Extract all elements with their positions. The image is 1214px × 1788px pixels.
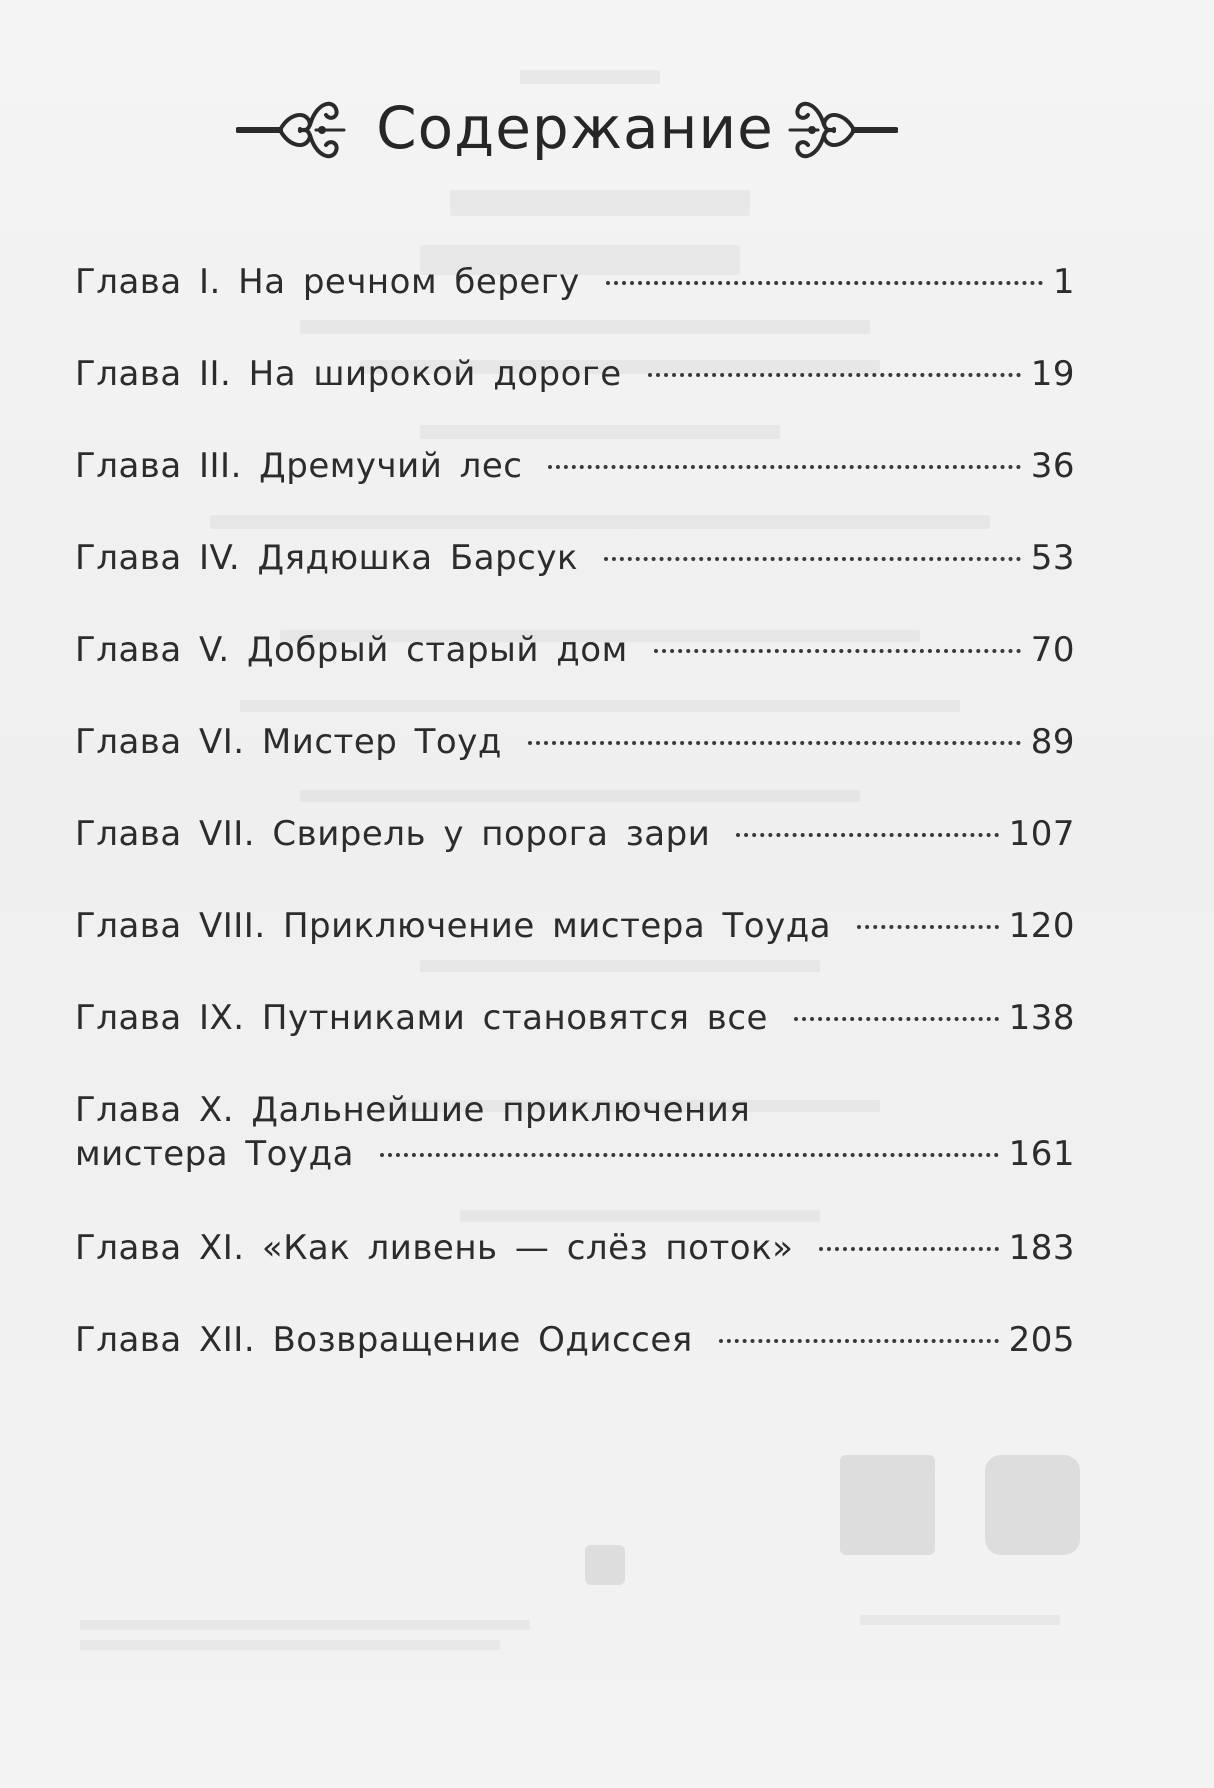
page-number: 120	[1008, 906, 1075, 946]
page-number: 138	[1008, 998, 1075, 1038]
toc-entry[interactable]	[75, 252, 1075, 312]
chapter-title: Глава XII. Возвращение Одиссея	[75, 1320, 693, 1360]
chapter-title: Глава IX. Путниками становятся все	[75, 998, 768, 1038]
chapter-title-line-1: Глава X. Дальнейшие приключения	[75, 1090, 751, 1130]
dot-leader	[548, 465, 1020, 469]
toc-entry[interactable]	[75, 436, 1075, 496]
chapter-title: Глава V. Добрый старый дом	[75, 630, 628, 670]
toc-entry[interactable]	[75, 896, 1075, 956]
contents-header	[0, 85, 1214, 175]
bleed-through-logo	[985, 1455, 1080, 1555]
bleed-through-mark	[520, 70, 660, 84]
dot-leader	[857, 925, 999, 929]
toc-entry[interactable]	[75, 620, 1075, 680]
chapter-title: Глава VI. Мистер Тоуд	[75, 722, 502, 762]
page-number: 205	[1008, 1320, 1075, 1360]
page-number: 183	[1008, 1228, 1075, 1268]
dot-leader	[794, 1017, 999, 1021]
chapter-title: Глава VIII. Приключение мистера Тоуда	[75, 906, 832, 946]
dot-leader	[528, 741, 1021, 745]
chapter-title: Глава XI. «Как ливень — слёз поток»	[75, 1228, 794, 1268]
page-title: Содержание	[376, 94, 774, 162]
toc-entry[interactable]	[75, 712, 1075, 772]
right-flourish-ornament	[788, 85, 898, 175]
dot-leader	[719, 1339, 999, 1343]
bleed-through-mark	[300, 320, 870, 334]
page-number: 19	[1030, 354, 1075, 394]
page-number: 53	[1030, 538, 1075, 578]
bleed-through-mark	[585, 1545, 625, 1585]
bleed-through-mark	[80, 1640, 500, 1650]
bleed-through-barcode	[840, 1455, 935, 1555]
chapter-title: Глава III. Дремучий лес	[75, 446, 523, 486]
page-number: 107	[1008, 814, 1075, 854]
chapter-title: Глава II. На широкой дороге	[75, 354, 622, 394]
dot-leader	[736, 833, 998, 837]
chapter-title: Глава I. На речном берегу	[75, 262, 580, 302]
page-number: 161	[1008, 1134, 1075, 1174]
toc-entry[interactable]	[75, 988, 1075, 1048]
dot-leader	[654, 649, 1021, 653]
toc-entry[interactable]	[75, 1080, 1075, 1186]
toc-entry[interactable]	[75, 528, 1075, 588]
bleed-through-mark	[240, 700, 960, 712]
dot-leader	[604, 557, 1021, 561]
page-number: 89	[1030, 722, 1075, 762]
chapter-title: Глава IV. Дядюшка Барсук	[75, 538, 579, 578]
dot-leader	[380, 1153, 999, 1157]
bleed-through-mark	[450, 190, 750, 216]
toc-entry[interactable]	[75, 1218, 1075, 1278]
chapter-title: Глава VII. Свирель у порога зари	[75, 814, 711, 854]
page-number: 36	[1030, 446, 1075, 486]
toc-entry[interactable]	[75, 344, 1075, 404]
bleed-through-mark	[420, 960, 820, 972]
bleed-through-mark	[210, 515, 990, 529]
toc-entry[interactable]	[75, 804, 1075, 864]
toc-entry[interactable]	[75, 1310, 1075, 1370]
bleed-through-mark	[860, 1615, 1060, 1625]
page-number: 1	[1052, 262, 1075, 302]
bleed-through-mark	[300, 790, 860, 802]
page-number: 70	[1030, 630, 1075, 670]
dot-leader	[819, 1247, 998, 1251]
bleed-through-mark	[80, 1620, 530, 1630]
dot-leader	[606, 281, 1043, 285]
chapter-title-line-2: мистера Тоуда	[75, 1134, 354, 1174]
dot-leader	[648, 373, 1021, 377]
